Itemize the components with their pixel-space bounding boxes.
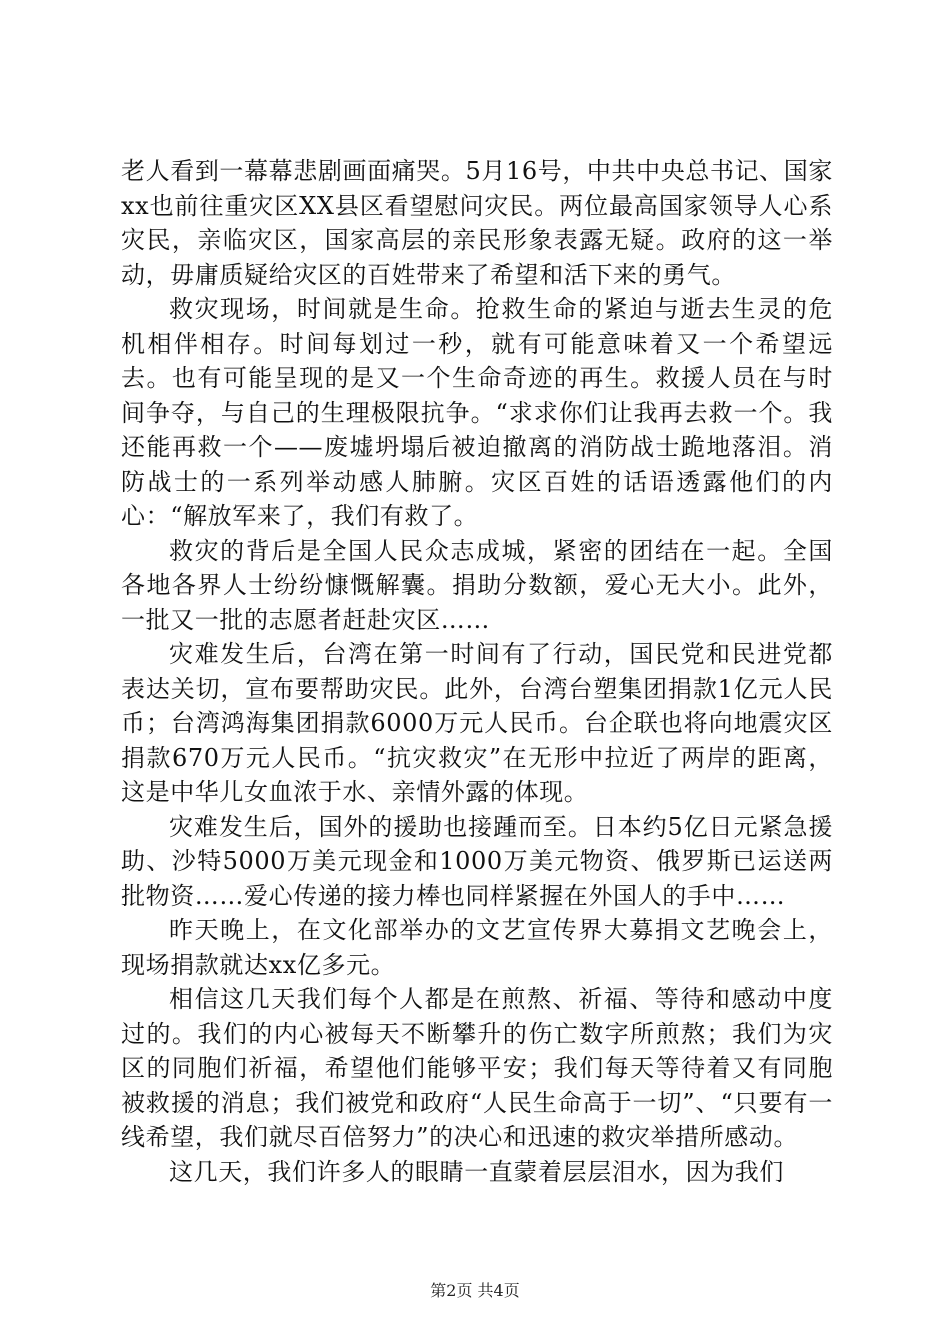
paragraph: 救灾的背后是全国人民众志成城，紧密的团结在一起。全国各地各界人士纷纷慷慨解囊。捐助分数额，爱心无大小。此外，一批又一批的志愿者赶赴灾区…… — [121, 536, 833, 634]
paragraph-continued: 老人看到一幕幕悲剧画面痛哭。5月16号，中共中央总书记、国家xx也前往重灾区XX县区看望慰问灾民。两位最高国家领导人心系灾民，亲临灾区，国家高层的亲民形象表露无疑。政府的这一举动，毋庸质疑给灾区的百姓带来了希望和活下来的勇气。 — [121, 157, 833, 289]
paragraph: 灾难发生后，国外的援助也接踵而至。日本约5亿日元紧急援助、沙特5000万美元现金和1000万美元物资、俄罗斯已运送两批物资……爱心传递的接力棒也同样紧握在外国人的手中…… — [121, 812, 833, 910]
paragraph: 救灾现场，时间就是生命。抢救生命的紧迫与逝去生灵的危机相伴相存。时间每划过一秒，就有可能意味着又一个希望远去。也有可能呈现的是又一个生命奇迹的再生。救援人员在与时间争夺，与自己的生理极限抗争。“求求你们让我再去救一个。我还能再救一个——废墟坍塌后被迫撤离的消防战士跪地落泪。消防战士的一系列举动感人肺腑。灾区百姓的话语透露他们的内心：“解放军来了，我们有救了。 — [121, 295, 833, 530]
document-body — [121, 154, 833, 1189]
paragraph: 这几天，我们许多人的眼睛一直蒙着层层泪水，因为我们 — [169, 1157, 784, 1186]
paragraph: 灾难发生后，台湾在第一时间有了行动，国民党和民进党都表达关切，宣布要帮助灾民。此外，台湾台塑集团捐款1亿元人民币；台湾鸿海集团捐款6000万元人民币。台企联也将向地震灾区捐款670万元人民币。“抗灾救灾”在无形中拉近了两岸的距离，这是中华儿女血浓于水、亲情外露的体现。 — [121, 640, 833, 806]
paragraph: 相信这几天我们每个人都是在煎熬、祈福、等待和感动中度过的。我们的内心被每天不断攀升的伤亡数字所煎熬；我们为灾区的同胞们祈福，希望他们能够平安；我们每天等待着又有同胞被救援的消息；我们被党和政府“人民生命高于一切”、“只要有一线希望，我们就尽百倍努力”的决心和迅速的救灾举措所感动。 — [121, 985, 833, 1151]
paragraph: 昨天晚上，在文化部举办的文艺宣传界大募捐文艺晚会上，现场捐款就达xx亿多元。 — [121, 916, 833, 979]
page-number-footer: 第2页 共4页 — [430, 1281, 520, 1300]
